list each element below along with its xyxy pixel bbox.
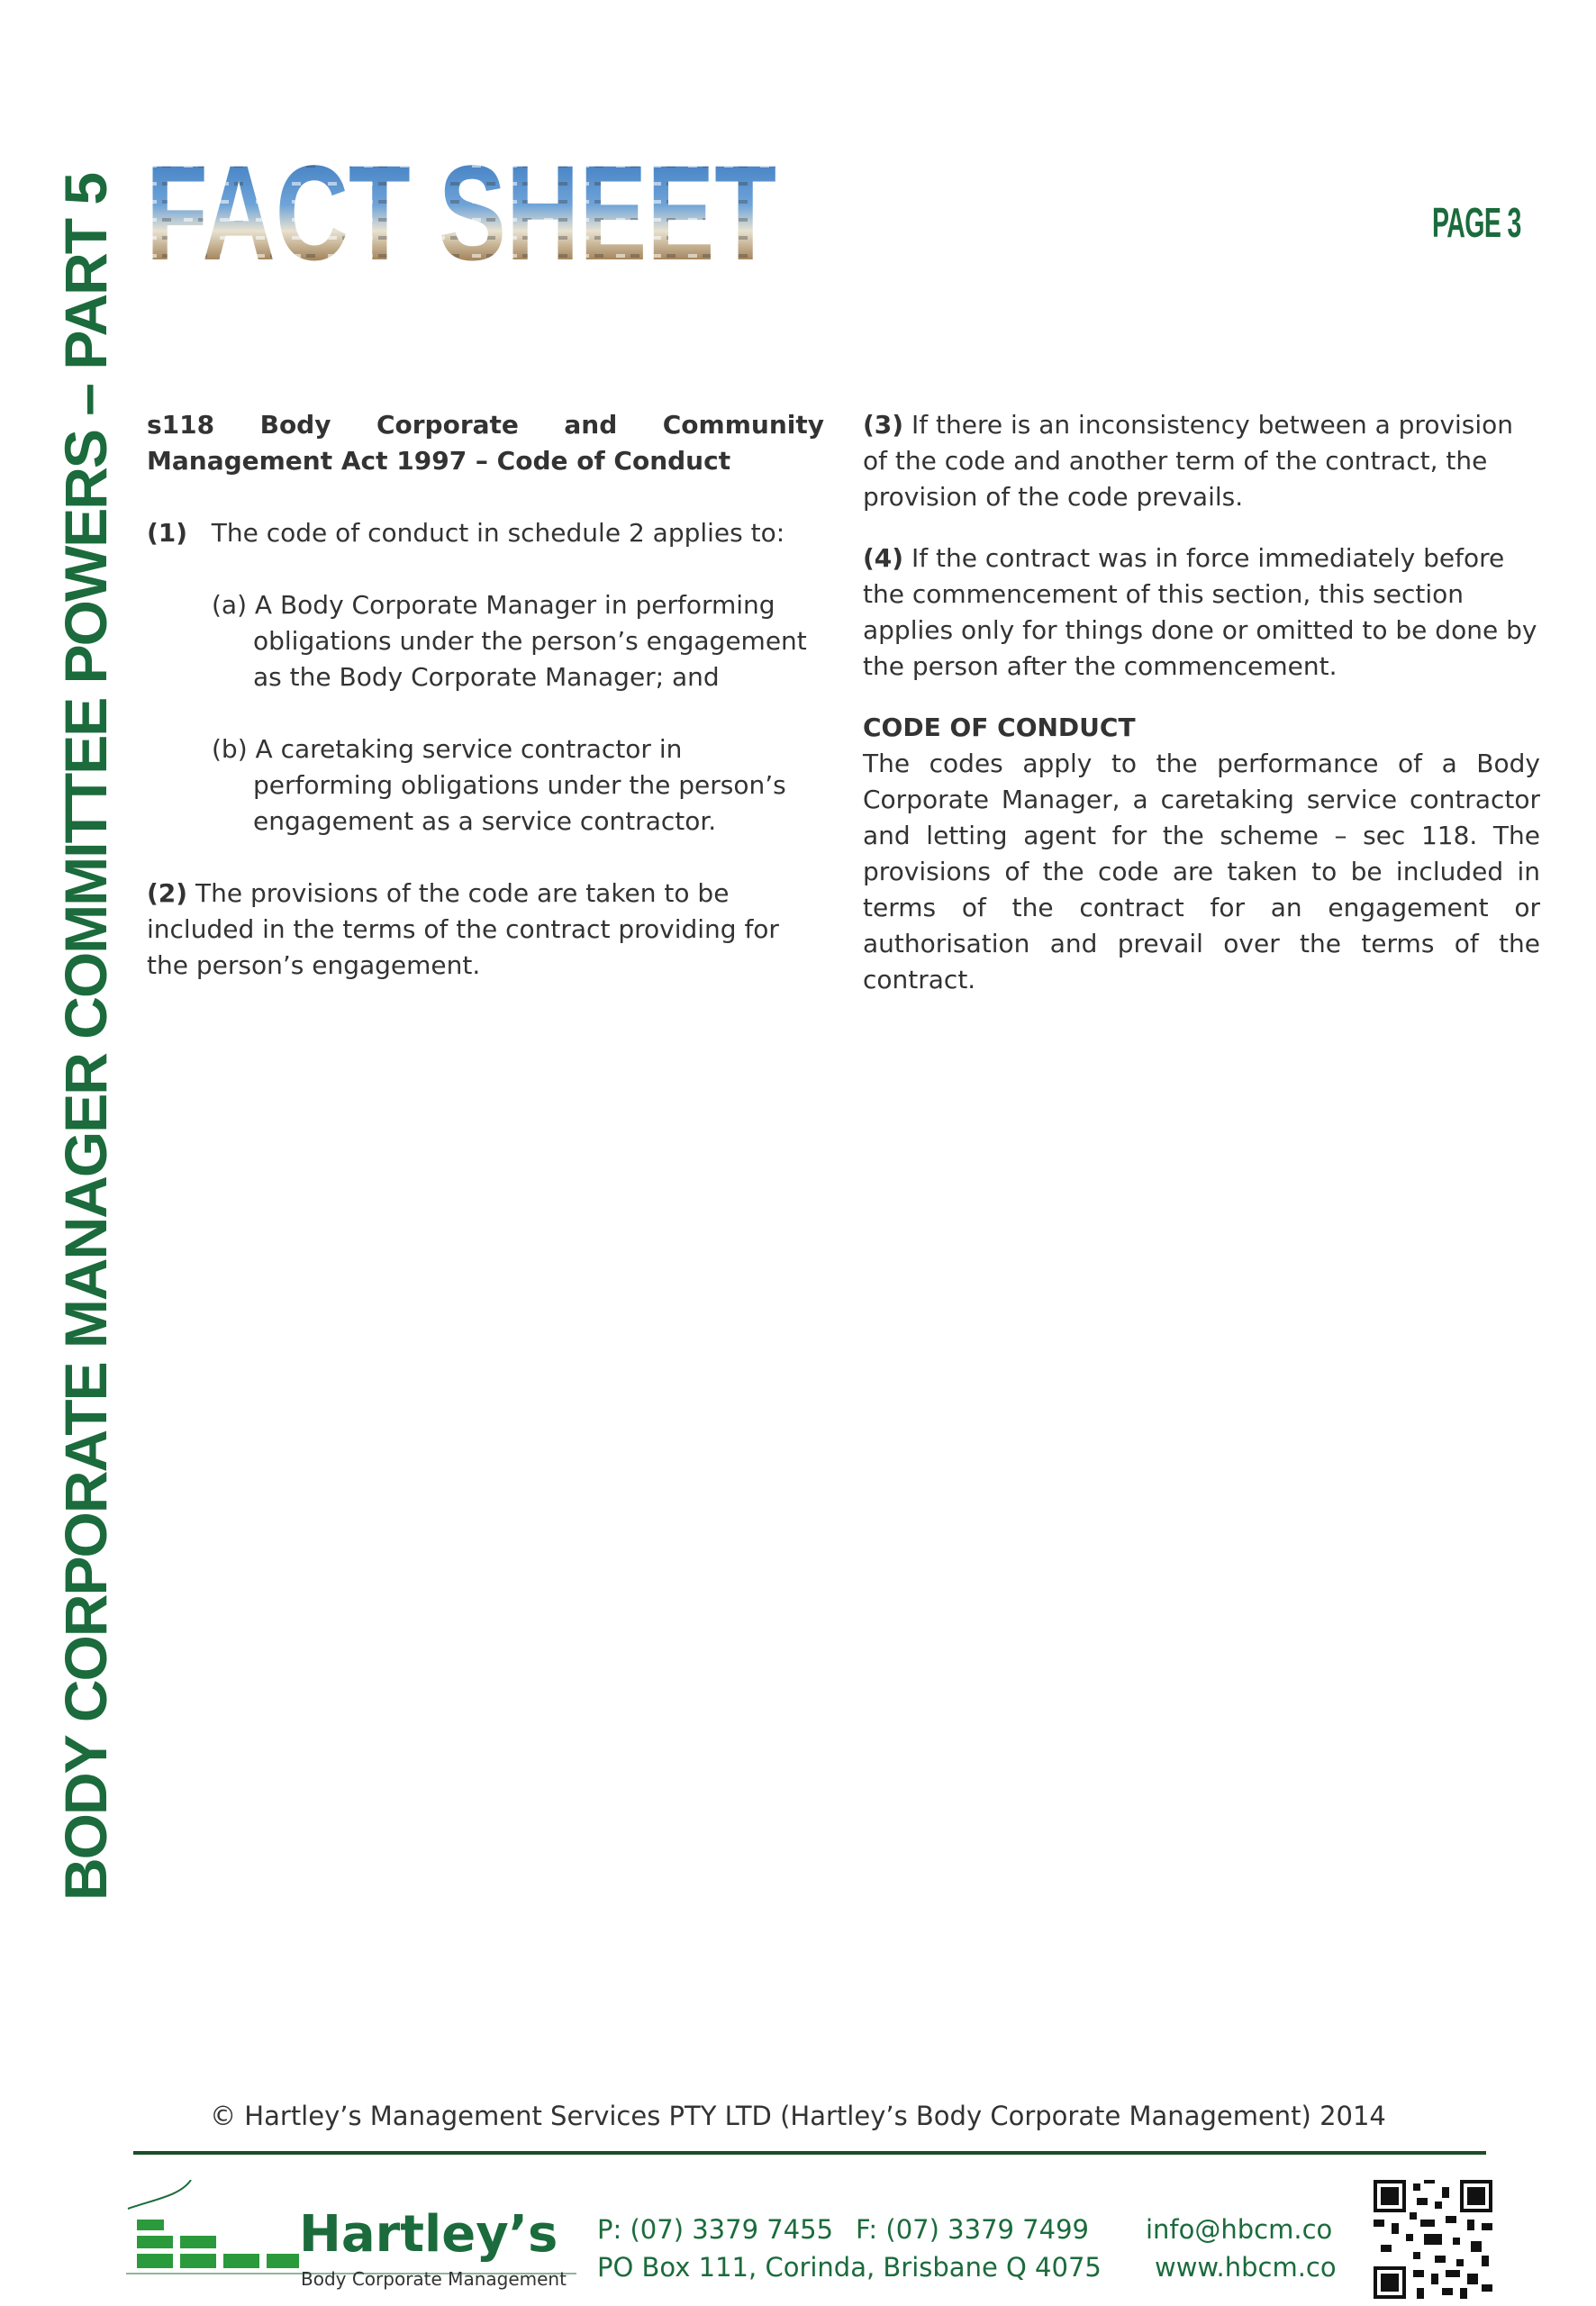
list-item-a: (a) A Body Corporate Manager in performing obligations under the person’s engagement as the Body Corporate Manager; and: [212, 590, 807, 692]
side-title: BODY CORPORATE MANAGER COMMITTEE POWERS – PART 5: [52, 173, 119, 1901]
right-column: [863, 407, 1540, 1034]
phone-number: P: (07) 3379 7455: [597, 2214, 834, 2245]
brand-name: Hartley’s: [299, 2205, 558, 2264]
fact-sheet-title: [146, 135, 776, 270]
fax-number: F: (07) 3379 7499: [856, 2214, 1089, 2245]
website-link[interactable]: www.hbcm.co: [1155, 2252, 1337, 2283]
paragraph-2-text: The provisions of the code are taken to be included in the terms of the contract providing for the person’s engagement.: [147, 878, 779, 980]
paragraph-1-text: The code of conduct in schedule 2 applies to:: [211, 518, 785, 548]
paragraph-4-text: If the contract was in force immediately before the commencement of this section, this section applies only for things done or omitted to be done by the person after the commencement.: [863, 543, 1537, 681]
footer-divider: [133, 2151, 1486, 2155]
paragraph-3-number: (3): [863, 410, 904, 440]
paragraph-4-number: (4): [863, 543, 904, 573]
postal-address: PO Box 111, Corinda, Brisbane Q 4075: [597, 2252, 1102, 2283]
qr-code-icon: [1374, 2180, 1492, 2299]
fact-sheet-text: FACT SHEET: [146, 137, 776, 270]
code-of-conduct-text: The codes apply to the performance of a Body Corporate Manager, a caretaking service contractor and letting agent for the scheme – sec 118. The provisions of the code are taken to be included in terms of the contract for an engagement or authorisation and prevail over the terms of the contract.: [863, 749, 1540, 994]
paragraph-2-number: (2): [147, 878, 188, 908]
paragraph-4: [863, 540, 1540, 685]
list-item-b: (b) A caretaking service contractor in performing obligations under the person’s engagement as a service contractor.: [212, 734, 786, 836]
fact-sheet-texture: FACT SHEET: [146, 137, 776, 270]
paragraph-1: [147, 515, 824, 551]
page-number: PAGE 3: [1432, 199, 1521, 246]
left-column: [147, 407, 824, 1020]
paragraph-3: [863, 407, 1540, 515]
side-title-container: [52, 173, 120, 1901]
paragraph-3-text: If there is an inconsistency between a provision of the code and another term of the contract, the provision of the code prevails.: [863, 410, 1514, 512]
copyright-notice: © Hartley’s Management Services PTY LTD (Hartley’s Body Corporate Management) 2014: [210, 2101, 1386, 2131]
paragraph-1-number: (1): [147, 518, 188, 548]
brand-subtitle: Body Corporate Management: [301, 2268, 567, 2290]
code-of-conduct-heading: CODE OF CONDUCT: [863, 713, 1136, 742]
email-link[interactable]: info@hbcm.co: [1146, 2214, 1333, 2245]
section-heading: s118 Body Corporate and Community Management Act 1997 – Code of Conduct: [147, 410, 824, 476]
paragraph-2: [147, 876, 824, 984]
